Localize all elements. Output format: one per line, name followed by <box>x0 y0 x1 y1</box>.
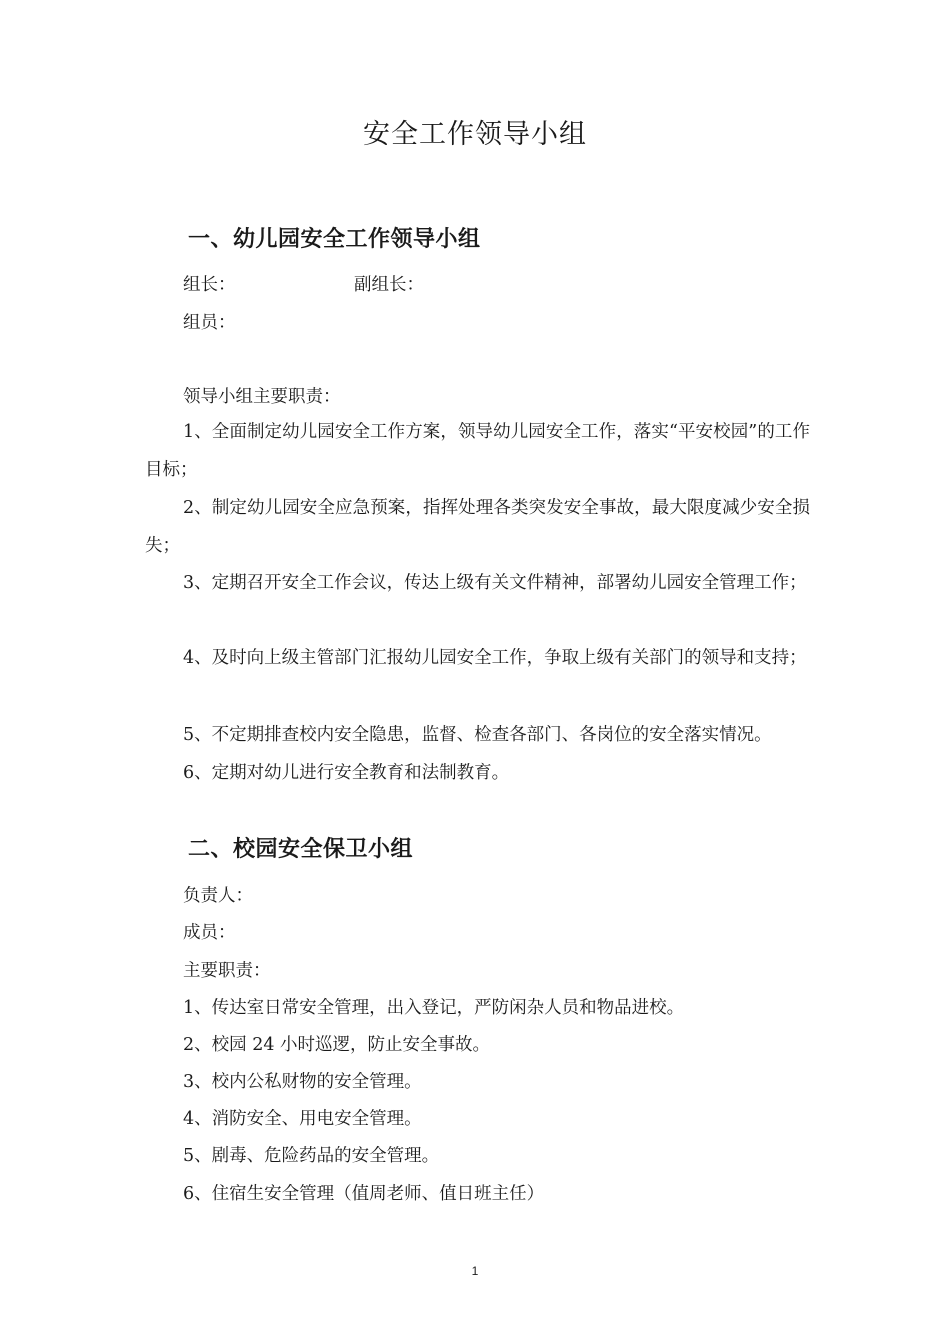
deputy-leader-label: 副组长： <box>354 275 424 295</box>
duty-item: 2、制定幼儿园安全应急预案，指挥处理各类突发安全事故，最大限度减少安全损失； <box>145 498 810 556</box>
duty-item: 5、剧毒、危险药品的安全管理。 <box>183 1146 440 1166</box>
duties-label: 领导小组主要职责： <box>183 387 341 407</box>
duty-item: 6、定期对幼儿进行安全教育和法制教育。 <box>183 763 510 783</box>
leader-label: 组长： <box>183 275 236 295</box>
duty-item: 4、及时向上级主管部门汇报幼儿园安全工作，争取上级有关部门的领导和支持； <box>183 648 807 668</box>
duty-item: 5、不定期排查校内安全隐患，监督、检查各部门、各岗位的安全落实情况。 <box>183 725 772 745</box>
section1-heading: 一、幼儿园安全工作领导小组 <box>188 227 481 252</box>
section2-heading: 二、校园安全保卫小组 <box>188 837 414 862</box>
duty-item: 3、定期召开安全工作会议，传达上级有关文件精神，部署幼儿园安全管理工作； <box>183 573 807 593</box>
page-number: 1 <box>471 1264 479 1278</box>
responsible-label: 负责人： <box>183 886 253 906</box>
duty-item: 4、消防安全、用电安全管理。 <box>183 1109 422 1129</box>
duty-item: 1、传达室日常安全管理，出入登记，严防闲杂人员和物品进校。 <box>183 998 685 1018</box>
duty-item: 2、校园 24 小时巡逻，防止安全事故。 <box>183 1035 491 1055</box>
duty-item: 1、全面制定幼儿园安全工作方案，领导幼儿园安全工作，落实“平安校园”的工作目标； <box>145 422 810 480</box>
duty-item: 3、校内公私财物的安全管理。 <box>183 1072 422 1092</box>
duty-item: 6、住宿生安全管理（值周老师、值日班主任） <box>183 1184 545 1204</box>
members-label: 组员： <box>183 313 236 333</box>
page-title: 安全工作领导小组 <box>363 119 587 150</box>
duties-label: 主要职责： <box>183 961 271 981</box>
members-label: 成员： <box>183 923 236 943</box>
